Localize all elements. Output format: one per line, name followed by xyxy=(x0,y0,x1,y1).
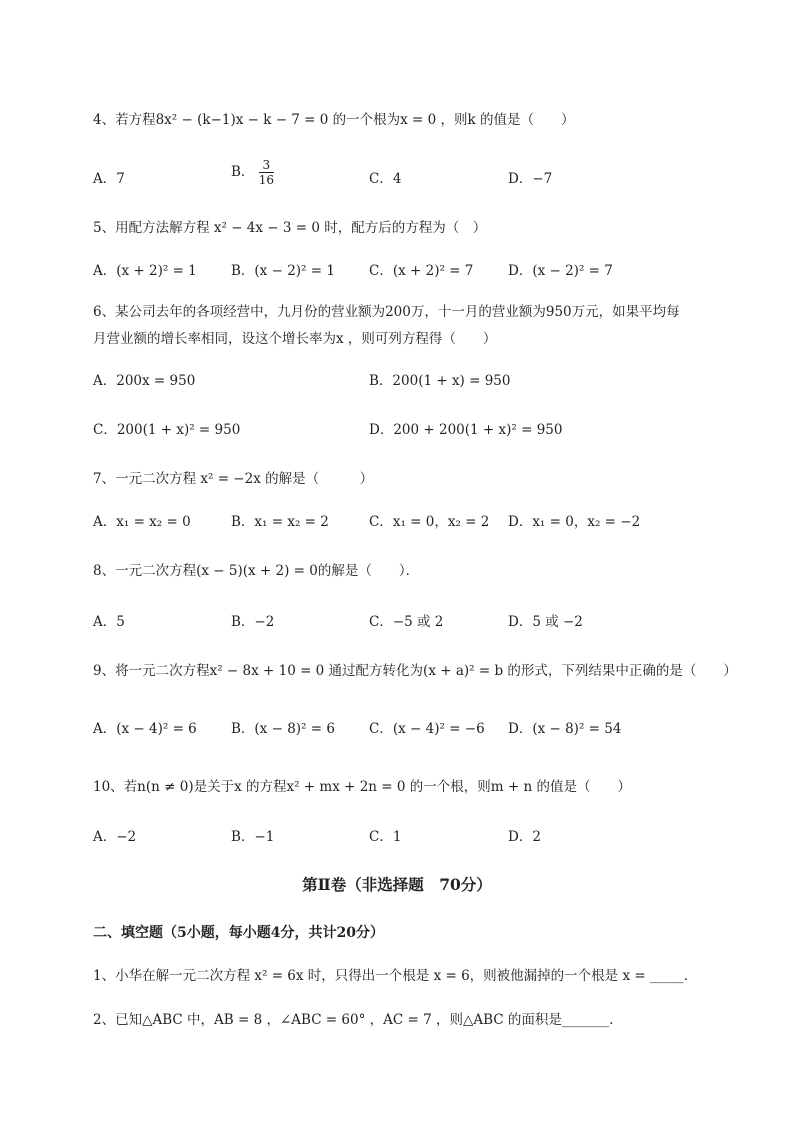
q7-option-b: B．x₁ = x₂ = 2 xyxy=(231,514,329,530)
q9-option-a: A．(x − 4)² = 6 xyxy=(93,721,197,737)
q4-option-b-label: B． xyxy=(231,164,255,180)
q8-option-a: A．5 xyxy=(93,614,125,630)
q5-option-a: A．(x + 2)² = 1 xyxy=(93,263,197,279)
q4-option-b xyxy=(231,158,274,187)
q4-option-a: A．7 xyxy=(93,171,125,187)
q10-option-c: C．1 xyxy=(369,829,402,845)
q6-option-b: B．200(1 + x) = 950 xyxy=(369,373,511,389)
q4-option-c: C．4 xyxy=(369,171,402,187)
section-title: 第Ⅱ卷（非选择题 70分） xyxy=(302,875,492,894)
q9-option-c: C．(x − 4)² = −6 xyxy=(369,721,485,737)
question-9-text: 9、将一元二次方程x² − 8x + 10 = 0 通过配方转化为(x + a)² = b 的形式，下列结果中正确的是（ ） xyxy=(93,663,737,679)
q8-option-c: C．−5 或 2 xyxy=(369,614,444,630)
q9-option-d: D．(x − 8)² = 54 xyxy=(508,721,622,737)
question-7-text: 7、一元二次方程 x² = −2x 的解是（ ） xyxy=(93,471,374,487)
q8-option-b: B．−2 xyxy=(231,614,275,630)
question-5-text: 5、用配方法解方程 x² − 4x − 3 = 0 时，配方后的方程为（ ） xyxy=(93,220,487,236)
q10-option-d: D．2 xyxy=(508,829,541,845)
q7-option-c: C．x₁ = 0，x₂ = 2 xyxy=(369,514,490,530)
q4-option-d: D．−7 xyxy=(508,171,553,187)
q6-option-a: A．200x = 950 xyxy=(93,373,196,389)
fraction-denominator: 16 xyxy=(258,173,274,187)
fill-question-2: 2、已知△ABC 中，AB = 8 ，∠ABC = 60° ，AC = 7 ，则△ABC 的面积是_______. xyxy=(93,1012,614,1028)
q10-option-b: B．−1 xyxy=(231,829,275,845)
q4-option-b-fraction xyxy=(259,158,274,187)
question-6-text-line1: 6、某公司去年的各项经营中，九月份的营业额为200万，十一月的营业额为950万元，如果平均每 xyxy=(93,304,680,320)
q6-option-c: C．200(1 + x)² = 950 xyxy=(93,422,241,438)
q5-option-b: B．(x − 2)² = 1 xyxy=(231,263,335,279)
question-8-text: 8、一元二次方程(x − 5)(x + 2) = 0的解是（ ）． xyxy=(93,563,420,579)
fill-question-1: 1、小华在解一元二次方程 x² = 6x 时，只得出一个根是 x = 6，则被他漏掉的一个根是 x = _____． xyxy=(93,968,698,984)
q8-option-d: D．5 或 −2 xyxy=(508,614,583,630)
fraction-numerator: 3 xyxy=(259,158,274,173)
question-6-text-line2: 月营业额的增长率相同，设这个增长率为x ，则可列方程得（ ） xyxy=(93,331,497,347)
part-title: 二、填空题（5小题，每小题4分，共计20分） xyxy=(93,925,384,941)
q5-option-d: D．(x − 2)² = 7 xyxy=(508,263,613,279)
q7-option-d: D．x₁ = 0，x₂ = −2 xyxy=(508,514,641,530)
q10-option-a: A．−2 xyxy=(93,829,137,845)
q7-option-a: A．x₁ = x₂ = 0 xyxy=(93,514,191,530)
question-4-text: 4、若方程8x² − (k−1)x − k − 7 = 0 的一个根为x = 0 ，则k 的值是（ ） xyxy=(93,112,575,128)
question-10-text: 10、若n(n ≠ 0)是关于x 的方程x² + mx + 2n = 0 的一个根，则m + n 的值是（ ） xyxy=(93,779,631,795)
q6-option-d: D．200 + 200(1 + x)² = 950 xyxy=(369,422,563,438)
q5-option-c: C．(x + 2)² = 7 xyxy=(369,263,474,279)
q9-option-b: B．(x − 8)² = 6 xyxy=(231,721,335,737)
